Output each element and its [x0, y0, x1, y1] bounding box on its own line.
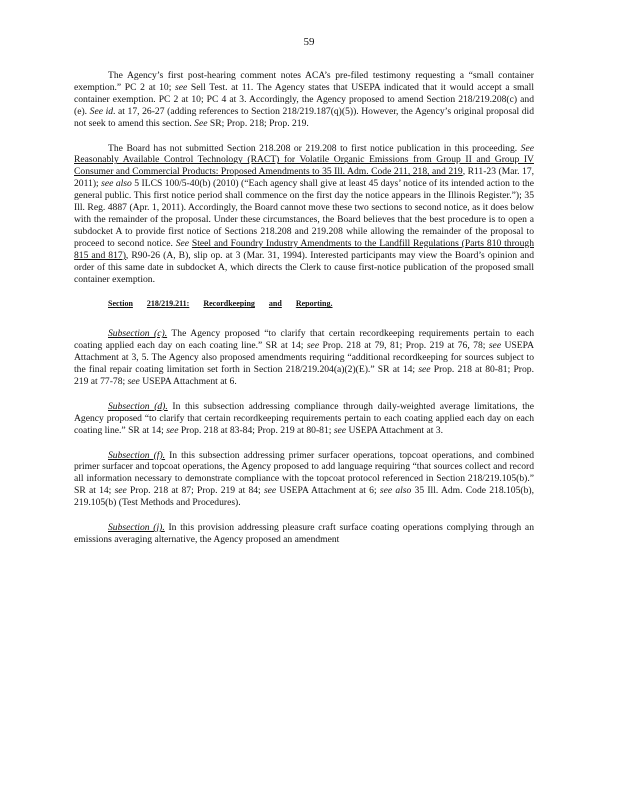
- subsection-label: Subsection (d).: [108, 400, 168, 412]
- section-label: Section: [108, 299, 133, 309]
- subsection-label: Subsection (f).: [108, 449, 166, 461]
- subsection-label: Subsection (c).: [108, 328, 168, 340]
- citation-signal: see: [333, 424, 347, 436]
- text: In this subsection addressing primer surfacer operations, topcoat operations, and combined primer surfacer and topcoat operations, the Agency proposed to add language requiring “that sources collect and record all information necessary to demonstrate compliance with the topcoat protocol referenced in Section 218/219.105(b).” SR at 14;: [74, 449, 534, 497]
- section-title-word: Reporting.: [295, 299, 333, 309]
- text: 5 ILCS 100/5-40(b) (2010) (“Each agency shall give at least 45 days’ notice of its intended action to the general public. This first notice period shall commence on the first day the notice appears in the Illinois Register.”); 35 Ill. Reg. 4887 (Apr. 1, 2011). Accordingly, the Board cannot move these two sections to second notice, as it does below with the remainder of the proposal. Under these circumstances, the Board believes that the best procedure is to open a subdocket A to provide first notice of Sections 218.208 and 219.208 while allowing the remainder of the proposal to proceed to second notice.: [74, 178, 534, 249]
- text: In this provision addressing pleasure craft surface coating operations complying through an emissions averaging alternative, the Agency proposed an amendment: [74, 522, 534, 545]
- citation-signal: See: [175, 237, 190, 249]
- case-citation-steel-foundry: Steel and Foundry Industry Amendments to the Landfill Regulations (Parts 810 through 815 and 817): [74, 237, 534, 261]
- citation-signal: see: [127, 375, 140, 387]
- citation-signal: see: [306, 340, 320, 352]
- text: The Agency proposed “to clarify that certain recordkeeping requirements pertain to each coating applied each day on each coating line.” SR at 14;: [74, 328, 535, 352]
- text: . at 17, 26-27 (adding references to Section 218/219.187(q)(5)). However, the Agency’s original proposal did not seek to amend this section.: [74, 105, 534, 129]
- text: 35 Ill. Adm. Code 218.105(b), 219.105(b) (Test Methods and Procedures).: [74, 485, 534, 509]
- citation-signal: See id: [89, 105, 114, 117]
- subsection-label: Subsection (j).: [108, 522, 165, 534]
- case-citation-ract: Reasonably Available Control Technology (RACT) for Volatile Organic Emissions from Group II and Group IV Consumer and Commercial Products: Proposed Amendments to 35 Ill. Adm. Code 211, 218, and 219: [74, 154, 534, 178]
- citation-signal: see: [175, 81, 188, 93]
- text: Prop. 218 at 80-81; Prop. 219 at 77-78;: [74, 364, 534, 387]
- citation-signal: see: [263, 485, 277, 497]
- citation-signal: see: [488, 340, 502, 352]
- paragraph-small-container: [74, 70, 534, 130]
- text: USEPA Attachment at 6;: [276, 485, 380, 497]
- document-body: [74, 70, 534, 559]
- section-number: 218/219.211:: [146, 299, 190, 309]
- citation-signal: see also: [379, 485, 412, 497]
- text: The Agency’s first post-hearing comment notes ACA’s pre-filed testimony requesting a “small container exemption.” PC 2 at 10;: [74, 70, 534, 93]
- text: , R90-26 (A, B), slip op. at 3 (Mar. 31, 1994). Interested participants may view the Board’s opinion and order of this same date in subdocket A, which directs the Clerk to cause first-notice publication of the proposed small container exemption.: [74, 249, 534, 285]
- citation-signal: See: [194, 117, 208, 129]
- text: Prop. 218 at 87; Prop. 219 at 84;: [126, 485, 264, 497]
- section-title-word: Recordkeeping: [203, 299, 255, 309]
- text: SR; Prop. 218; Prop. 219.: [207, 117, 309, 129]
- citation-signal: see: [418, 364, 431, 376]
- text: In this subsection addressing compliance through daily-weighted average limitations, the Agency proposed “to clarify that certain recordkeeping requirements pertain to each coating applied each day on each coating line.” SR at 14;: [74, 400, 534, 436]
- paragraph-subsection-c: [74, 328, 534, 388]
- citation-signal: see: [114, 485, 127, 497]
- section-heading: [74, 298, 534, 310]
- paragraph-subsection-d: [74, 401, 534, 437]
- paragraph-subsection-j: [74, 522, 534, 546]
- page-number: 59: [303, 36, 315, 48]
- paragraph-first-notice: [74, 143, 534, 286]
- section-title-word: and: [268, 299, 282, 309]
- text: Prop. 218 at 83-84; Prop. 219 at 80-81;: [178, 424, 334, 436]
- text: USEPA Attachment at 3.: [346, 424, 443, 436]
- text: USEPA Attachment at 6.: [139, 375, 237, 387]
- text: The Board has not submitted Section 218.208 or 219.208 to first notice publication in this proceeding.: [108, 142, 521, 154]
- paragraph-subsection-f: [74, 450, 534, 510]
- citation-signal: see: [166, 424, 179, 436]
- text: Prop. 218 at 79, 81; Prop. 219 at 76, 78;: [319, 340, 489, 352]
- citation-signal: see also: [101, 178, 132, 190]
- text: , R11-23 (Mar. 17, 2011);: [74, 166, 535, 190]
- citation-signal: See: [520, 142, 534, 154]
- text: Sell Test. at 11. The Agency states that USEPA indicated that it would accept a small container exemption. PC 2 at 10; PC 4 at 3. Accordingly, the Agency proposed to amend Section 218/219.208(c) and (e).: [74, 81, 534, 117]
- text: USEPA Attachment at 3, 5. The Agency also proposed amendments requiring “additional recordkeeping for sources subject to the final repair coating limitation set forth in Section 218/219.204(a)(2)(E).” SR at 14;: [74, 340, 534, 376]
